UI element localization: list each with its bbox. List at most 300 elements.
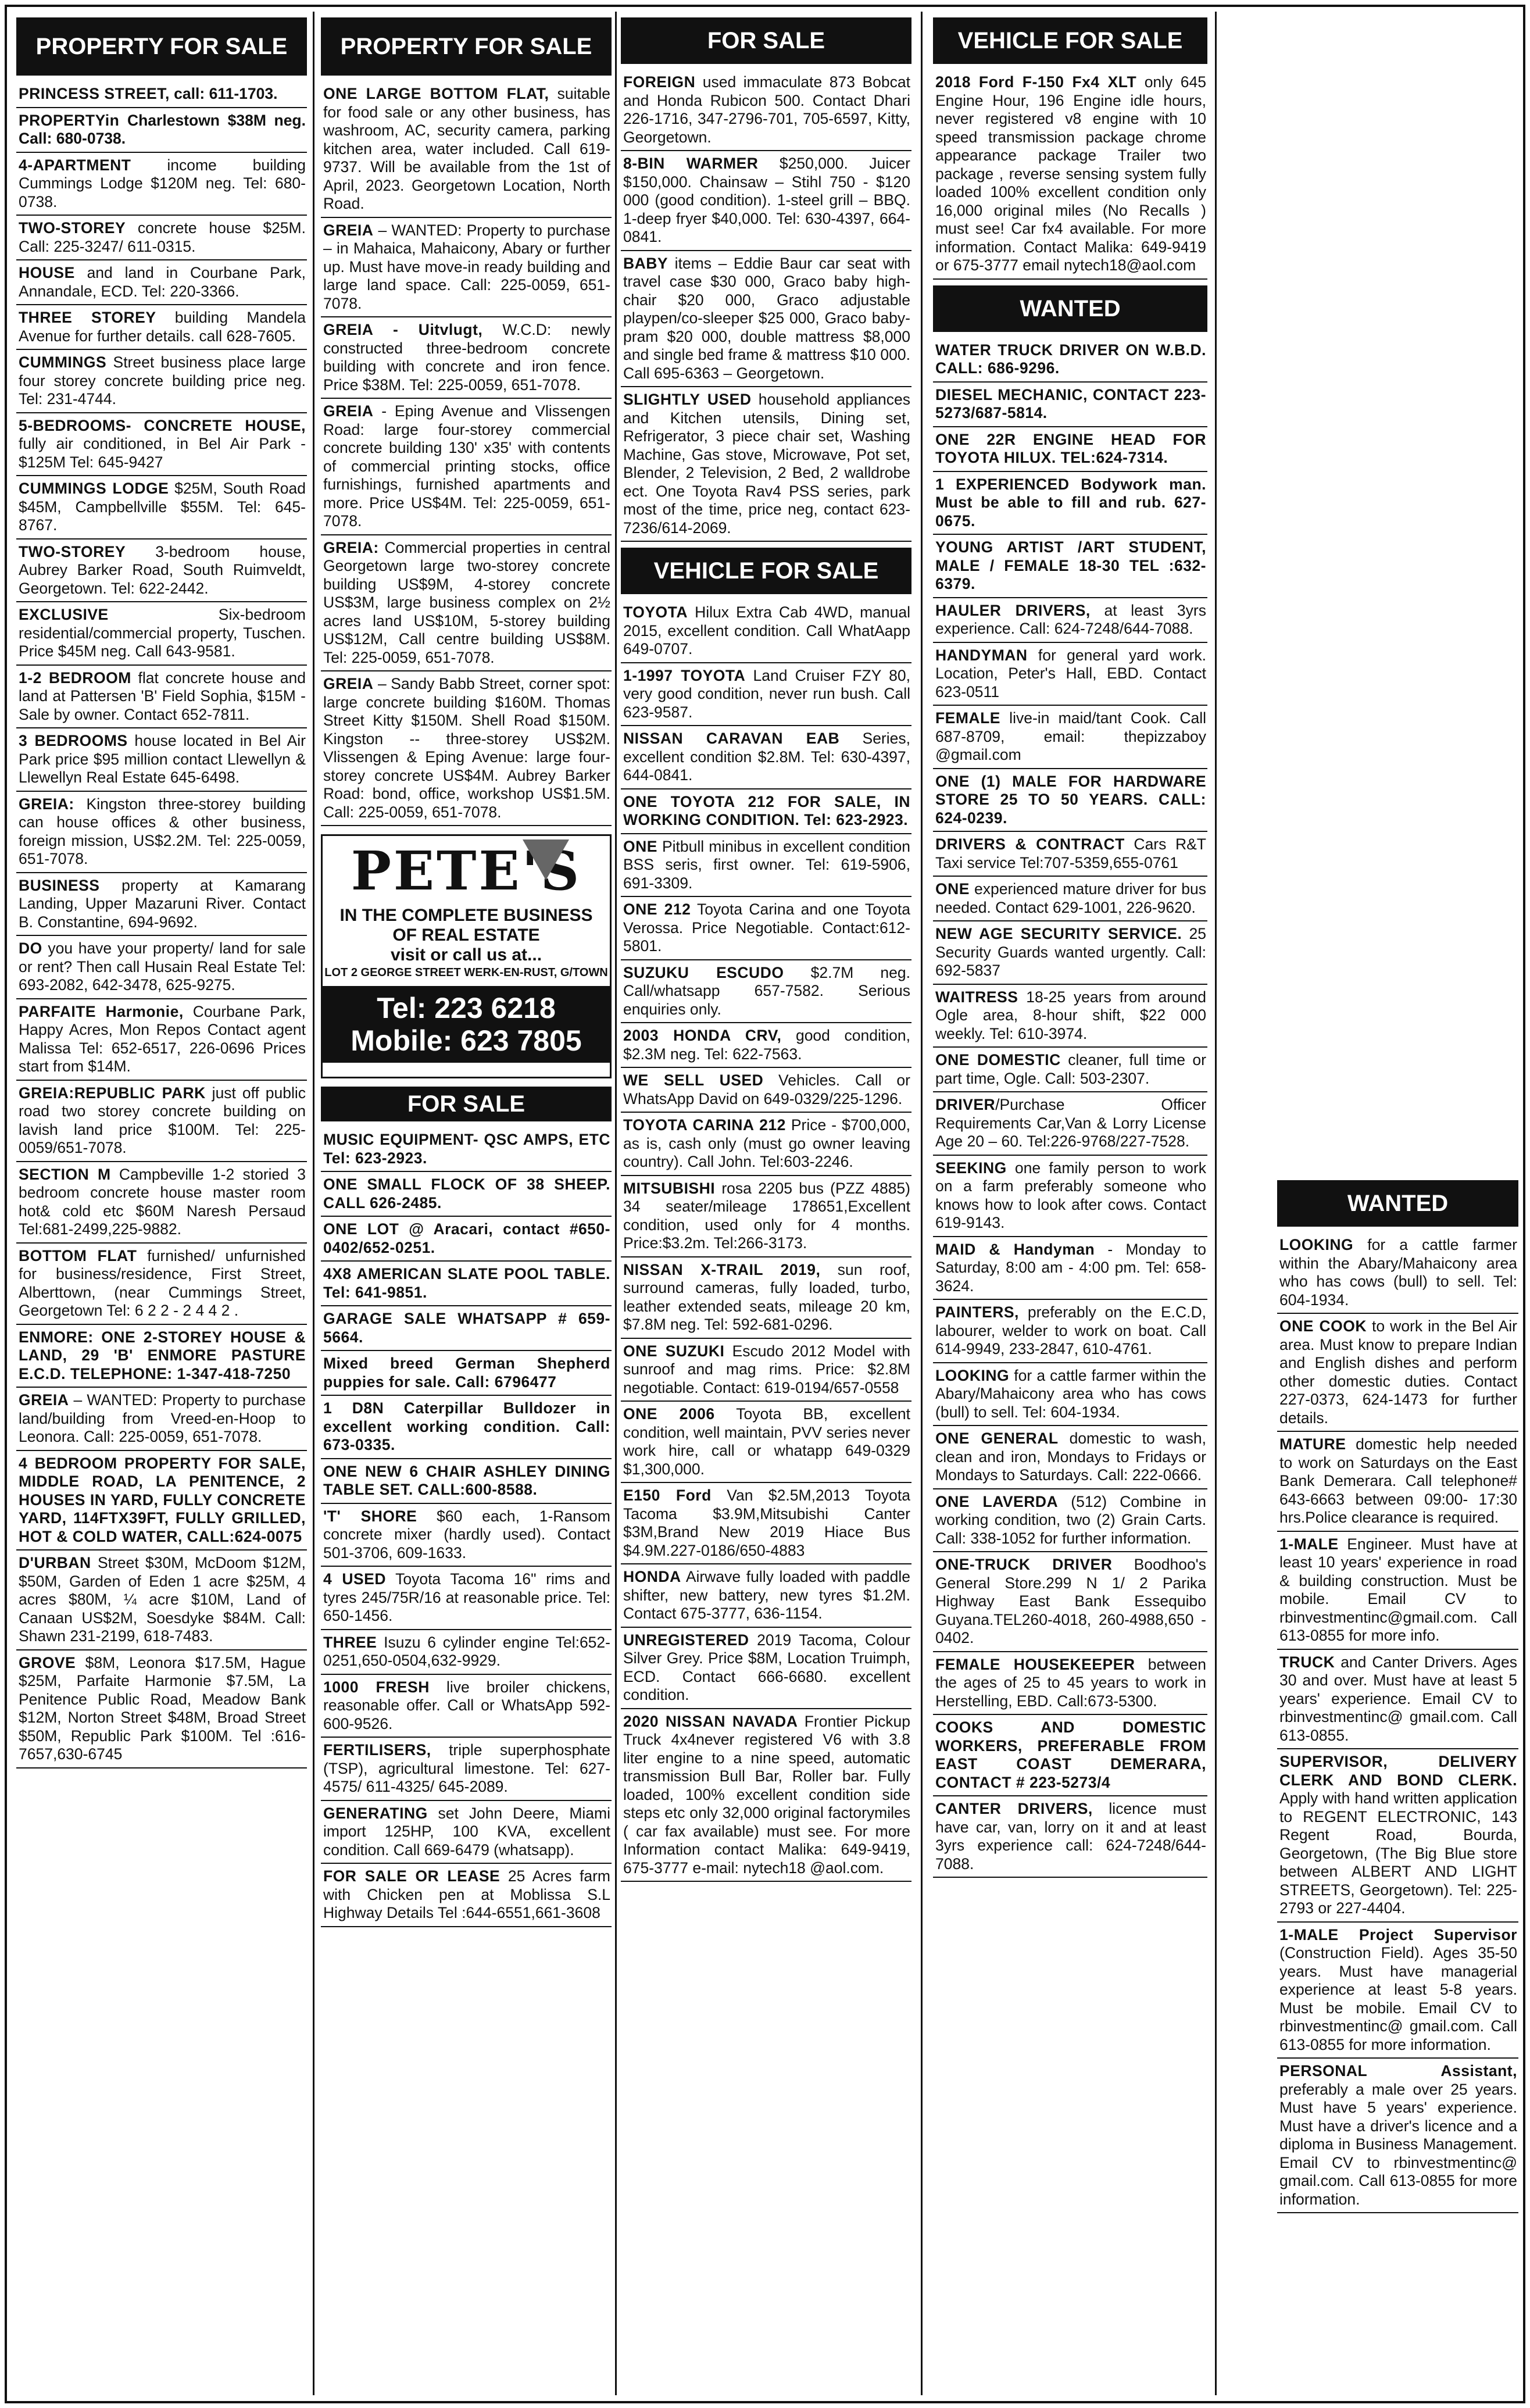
classified-ad: [933, 706, 1207, 769]
classified-ad: [16, 350, 307, 413]
ad-lead: PARFAITE Harmonie,: [19, 1002, 184, 1020]
classified-ad: [933, 832, 1207, 877]
ad-lead: ONE (1) MALE FOR HARDWARE STORE 25 TO 50 YEARS. CALL: 624-0239.: [935, 772, 1206, 827]
ad-body: only 645 Engine Hour, 196 Engine idle hours, never registered v8 engine with 10 speed transmission package chrome appearance package Trailer two package , reverse sensing system fully loaded 100% excellent condition only 16,000 original miles (No Recalls ) must see! Car fx4 available. For more information. Contact Malika: 649-9419 or 675-3777 email nytech18@aol.com: [935, 73, 1207, 274]
ad-body: (Construction Field). Ages 35-50 years. Must have managerial experience at least 5-8 years. Must be mobile. Email CV to rbinvestmentinc@ gmail.com. Call 613-0855 for more information.: [1279, 1944, 1517, 2053]
ad-lead: D'URBAN: [19, 1554, 91, 1571]
ad-lead: FERTILISERS,: [323, 1741, 431, 1759]
ad-lead: ONE 212: [623, 901, 691, 918]
ad-body: and land in Courbane Park, Annandale, ECD. Tel: 220-3366.: [19, 264, 306, 300]
ad-body: Six-bedroom residential/commercial property, Tuschen. Price $45M neg. Call 643-9581.: [19, 606, 306, 660]
ad-lead: DO: [19, 939, 42, 957]
classified-ad: [933, 338, 1207, 383]
ad-body: Pitbull minibus in excellent condition BSS seris, first owner. Tel: 619-5906, 691-3309.: [623, 837, 910, 892]
ad-lead: THREE STOREY: [19, 309, 156, 326]
ad-body: at least 3yrs experience. Call: 624-7248/644-7088.: [935, 601, 1206, 637]
ad-list: [1277, 1232, 1518, 2213]
ad-body: call: 611-1703.: [169, 85, 278, 102]
ad-lead: GREIA: [323, 675, 374, 692]
classified-ad: [16, 216, 307, 260]
ad-lead: DRIVER: [935, 1096, 996, 1113]
ad-body: Commercial properties in central Georgetown large two-storey concrete building US$9M, 4-storey concrete US$3M, large business complex on 2½ acres land US$10M, 5-storey building US$12M, Call centre building US$8M. Tel: 225-0059, 651-7078.: [323, 538, 610, 666]
ad-list: [16, 81, 307, 1769]
ad-lead: WAITRESS: [935, 988, 1018, 1006]
ad-body: $60 each, 1-Ransom concrete mixer (hardly used). Contact 501-3706, 609-1633.: [323, 1507, 610, 1562]
ad-lead: NISSAN X-TRAIL 2019,: [623, 1260, 821, 1278]
advert-address: LOT 2 GEORGE STREET WERK-EN-RUST, G/TOWN: [324, 966, 608, 979]
ad-body: – WANTED: Property to purchase – in Mahaica, Mahaicony, Abary or further up. Must have move-in ready building and large land space. Call: 225-0059, 651-7078.: [323, 221, 610, 312]
ad-body: Isuzu 6 cylinder engine Tel:652-0251,650-0504,632-9929.: [323, 1633, 610, 1669]
section-header: PROPERTY FOR SALE: [16, 17, 307, 76]
ad-lead: 1 EXPERIENCED Bodywork man. Must be able to fill and rub. 627-0675.: [935, 475, 1206, 530]
ad-body: for a cattle farmer within the Abary/Mahaicony area who has cows (bull) to sell. Tel: 604-1934.: [935, 1366, 1206, 1421]
ad-lead: ONE 22R ENGINE HEAD FOR TOYOTA HILUX. TEL:624-7314.: [935, 430, 1206, 466]
classified-ad: [933, 1237, 1207, 1301]
classified-ad: [621, 1564, 911, 1628]
classified-ad: [16, 792, 307, 873]
classified-ad: [933, 1652, 1207, 1716]
ad-lead: 1-MALE Project Supervisor: [1279, 1925, 1517, 1943]
ad-body: Frontier Pickup Truck 4x4never registered V6 with 3.8 liter engine to a nine speed, automatic transmission Bull Bar, Roller bar. Fully loaded, 100% excellent condition side steps etc only 32,000 original factorymiles ( car fax available) must see. For more Information contact Malika: 649-9419, 675-3777 e-mail: nytech18 @aol.com.: [623, 1712, 910, 1877]
classified-ad: [1277, 1432, 1518, 1532]
ad-lead: MUSIC EQUIPMENT- QSC AMPS, ETC Tel: 623-2923.: [323, 1131, 610, 1167]
ad-lead: ONE 2006: [623, 1405, 715, 1423]
section-header: WANTED: [933, 285, 1207, 332]
ad-lead: GREIA: [19, 1391, 69, 1409]
ad-body: Series, excellent condition $2.8M. Tel: 630-4397, 644-0841.: [623, 730, 911, 784]
petes-real-estate-advert: [321, 834, 612, 1078]
ad-body: house located in Bel Air Park price $95 million contact Llewellyn & Llewellyn Real Estate 645-6498.: [19, 732, 306, 786]
classified-ad: [933, 1156, 1207, 1237]
ad-lead: PRINCESS STREET,: [19, 85, 170, 102]
ad-list: [933, 70, 1207, 280]
ad-body: cleaner, full time or part time, Ogle. Call: 503-2307.: [935, 1051, 1206, 1087]
ad-lead: TWO-STOREY: [19, 219, 126, 237]
classified-ad: [933, 598, 1207, 643]
ad-lead: 5-BEDROOMS- CONCRETE HOUSE,: [19, 416, 306, 434]
classified-ad: [621, 789, 911, 834]
ad-lead: PERSONAL Assistant,: [1279, 2062, 1517, 2080]
classified-ad: [621, 1709, 911, 1882]
classified-ad: [621, 960, 911, 1024]
petes-logo: PETE'S: [351, 839, 582, 902]
classified-ad: [621, 1339, 911, 1402]
ad-body: between the ages of 25 to 45 years to work in Herstelling, EBD. Call:673-5300.: [935, 1655, 1206, 1710]
ad-lead: EXCLUSIVE: [19, 606, 109, 623]
classified-ad: [621, 387, 911, 542]
ad-body: suitable for food sale or any other business, has washroom, AC, security camera, parking kitchen area, water included. Call 619-9737. Will be available from the 1st of April, 2023. Georgetown Location, North Road.: [323, 85, 610, 212]
column-for-sale: [621, 17, 911, 1882]
ad-body: – WANTED: Property to purchase land/building from Vreed-en-Hoop to Leonora. Call: 225-0059, 651-7078.: [19, 1391, 306, 1445]
ad-body: for a cattle farmer within the Abary/Mahaicony area who has cows (bull) to sell. Tel: 604-1934.: [1279, 1236, 1517, 1309]
ad-body: live broiler chickens, reasonable offer. Call or WhatsApp 592-600-9526.: [323, 1678, 610, 1732]
ad-lead: GREIA:REPUBLIC PARK: [19, 1084, 206, 1102]
classified-ad: [321, 1504, 612, 1567]
ad-lead: FEMALE: [935, 709, 1000, 727]
ad-lead: GREIA:: [323, 538, 379, 556]
classified-ad: [16, 999, 307, 1081]
ad-lead: SLIGHTLY USED: [623, 391, 752, 408]
classified-ad: [16, 81, 307, 108]
ad-lead: DIESEL MECHANIC, CONTACT 223-5273/687-5814.: [935, 385, 1206, 421]
classified-ad: [1277, 1532, 1518, 1650]
ad-body: income building Cummings Lodge $120M neg. Tel: 680-0738.: [19, 156, 306, 210]
ad-body: household appliances and Kitchen utensils, Dining set, Refrigerator, 3 piece chair set, Washing Machine, Gas stove, Microwave, Pot set, Blender, 2 Television, 2 Bed, 2 walldrobe ect. One Toyota Rav4 PSS series, park most of the time, price neg, contact 623-7236/614-2069.: [623, 391, 911, 537]
ad-lead: ONE TOYOTA 212 FOR SALE, IN WORKING CONDITION. Tel: 623-2923.: [623, 792, 910, 828]
ad-lead: NISSAN CARAVAN EAB: [623, 730, 840, 747]
classified-ad: [321, 1217, 612, 1262]
classified-ad: [933, 1489, 1207, 1553]
ad-body: one family person to work on a farm preferably someone who knows how to look after cows. Contact 619-9143.: [935, 1159, 1206, 1231]
ad-body: concrete house $25M. Call: 225-3247/ 611-0315.: [19, 219, 306, 255]
classified-ad: [16, 305, 307, 350]
ad-body: triple superphosphate (TSP), agricultural limestone. Tel: 627-4575/ 611-4325/ 645-2089.: [323, 1741, 610, 1795]
ad-lead: DRIVERS & CONTRACT: [935, 835, 1125, 853]
classified-ad: [321, 399, 612, 535]
ad-body: Cars R&T Taxi service Tel:707-5359,655-0761: [935, 835, 1206, 871]
ad-body: items – Eddie Baur car seat with travel case $30 000, Graco baby high-chair $20 000, Graco adjustable playpen/co-sleeper $25 000, Graco baby-pram $20 000, double mattress $8,000 and single bed frame & mattress $10 000. Call 695-6363 – Georgetown.: [623, 254, 910, 382]
ad-lead: ONE LARGE BOTTOM FLAT,: [323, 85, 549, 102]
ad-body: Van $2.5M,2013 Toyota Tacoma $3.9M,Mitsubishi Canter $3M,Brand New 2019 Hiace Bus $4.9M.227-0186/650-4883: [623, 1487, 910, 1559]
classified-ad: [933, 921, 1207, 985]
ad-body: licence must have car, van, lorry on it and at least 3yrs experience call: 624-7248/644-7088.: [935, 1800, 1206, 1873]
ad-body: domestic to wash, clean and iron, Mondays to Fridays or Mondays to Saturdays. Call: 222-0666.: [935, 1430, 1206, 1484]
ad-lead: GENERATING: [323, 1804, 428, 1822]
ad-lead: GREIA: [323, 221, 374, 239]
ad-lead: WATER TRUCK DRIVER ON W.B.D. CALL: 686-9296.: [935, 341, 1206, 377]
ad-body: to work in the Bel Air area. Must know to prepare Indian and English dishes and perform other domestic duties. Contact 227-0373, 624-1473 for further details.: [1279, 1317, 1517, 1427]
ad-lead: TRUCK: [1279, 1653, 1335, 1671]
ad-body: sun roof, surround cameras, fully loaded, turbo, leather extended seats, mileage 20 km, $7.8M neg. Tel: 592-681-0296.: [623, 1260, 910, 1333]
classified-ad: [621, 834, 911, 898]
ad-body: Toyota Carina and one Toyota Verossa. Price Negotiable. Contact:612-5801.: [623, 901, 910, 955]
ad-body: preferably on the E.C.D, labourer, welder to work on boat. Call 614-9949, 233-2847, 610-4761.: [935, 1303, 1206, 1357]
classified-ad: [321, 81, 612, 218]
section-header: PROPERTY FOR SALE: [321, 17, 612, 76]
ad-lead: PROPERTYin: [19, 111, 120, 129]
section-header: FOR SALE: [621, 17, 911, 64]
ad-lead: HANDYMAN: [935, 646, 1028, 664]
section-header: WANTED: [1277, 1180, 1518, 1227]
ad-body: Campbeville 1-2 storied 3 bedroom concrete house master room hot& cold etc $60M Naresh Persaud Tel:681-2499,225-9882.: [19, 1165, 306, 1238]
ad-lead: COOKS AND DOMESTIC WORKERS, PREFERABLE FROM EAST COAST DEMERARA, CONTACT # 223-5273/4: [935, 1719, 1206, 1791]
ad-lead: FOR SALE OR LEASE: [323, 1867, 501, 1885]
ad-lead: BABY: [623, 254, 669, 272]
ad-body: Airwave fully loaded with paddle shifter, new battery, new tyres $1.2M. Contact 675-3777, 636-1154.: [623, 1568, 910, 1622]
classified-ad: [321, 1306, 612, 1351]
classified-ad: [1277, 2059, 1518, 2213]
ad-lead: ONE SMALL FLOCK OF 38 SHEEP. CALL 626-2485.: [323, 1176, 610, 1212]
ad-lead: SUZUKU ESCUDO: [623, 963, 784, 981]
classified-ad: [1277, 1749, 1518, 1923]
ad-body: 3-bedroom house, Aubrey Barker Road, South Ruimveldt, Georgetown. Tel: 622-2442.: [19, 542, 306, 597]
ad-body: Hilux Extra Cab 4WD, manual 2015, excellent condition. Call WhatAapp 649-0707.: [623, 603, 910, 658]
ad-body: used immaculate 873 Bobcat and Honda Rubicon 500. Contact Dhari 226-1716, 347-2796-701, 705-6597, Kitty, Georgetown.: [623, 73, 910, 146]
column-rule: [615, 12, 617, 2395]
classified-ad: [321, 1864, 612, 1927]
classified-ad: [16, 873, 307, 937]
ad-lead: LOOKING: [1279, 1236, 1354, 1253]
ad-body: 18-25 years from around Ogle area, 8-hour shift, $22 000 weekly. Tel: 610-3974.: [935, 988, 1206, 1042]
classified-ad: [621, 1628, 911, 1709]
ad-lead: ONE LAVERDA: [935, 1492, 1059, 1510]
ad-lead: FOREIGN: [623, 73, 696, 91]
classified-ad: [933, 535, 1207, 598]
classified-ad: [933, 1300, 1207, 1363]
ad-lead: BOTTOM FLAT: [19, 1246, 137, 1264]
ad-body: Boodhoo's General Store.299 N 1/ 2 Parika Highway East Bank Essequibo Guyana.TEL260-4018, 260-4988,650 - 0402.: [935, 1556, 1206, 1646]
classified-ad: [933, 472, 1207, 535]
column-rule: [313, 12, 314, 2395]
ad-list: [933, 338, 1207, 1878]
ad-lead: NEW AGE SECURITY SERVICE.: [935, 925, 1182, 942]
classified-ad: [16, 602, 307, 666]
classified-ad: [621, 1483, 911, 1564]
ad-body: $2.7M neg. Call/whatsapp 657-7582. Serious enquiries only.: [623, 963, 910, 1018]
ad-body: 2019 Tacoma, Colour Silver Grey. Price $8M, Location Truimph, ECD. Contact 666-6680. excellent condition.: [623, 1631, 910, 1703]
classified-ad: [321, 1459, 612, 1504]
ad-body: Street business place large four storey concrete building price neg. Tel: 231-4744.: [19, 353, 306, 408]
classified-ad: [16, 1081, 307, 1162]
ad-lead: CUMMINGS: [19, 353, 107, 371]
classified-ad: [321, 218, 612, 318]
advert-visit: visit or call us at...: [390, 945, 542, 964]
classified-ad: [933, 1796, 1207, 1878]
ad-body: good condition, $2.3M neg. Tel: 622-7563.: [623, 1027, 910, 1063]
classified-ad: [16, 1650, 307, 1769]
classified-ad: [933, 1552, 1207, 1652]
ad-lead: ONE NEW 6 CHAIR ASHLEY DINING TABLE SET. CALL:600-8588.: [323, 1462, 610, 1498]
ad-body: and Canter Drivers. Ages 30 and over. Must have at least 5 years' experience. Email CV to rbinvestmentinc@ gmail.com. Call 613-0855.: [1279, 1653, 1517, 1744]
classified-ad: [16, 728, 307, 792]
column-vehicle-wanted: [933, 17, 1207, 1878]
classified-ad: [16, 413, 307, 477]
classified-ad: [16, 666, 307, 729]
ad-body: Toyota BB, excellent condition, well maintain, PVV series never work hire, call or whatapp 649-0329 $1,300,000.: [623, 1405, 910, 1478]
classified-ad: [321, 1738, 612, 1801]
ad-lead: 4 BEDROOM PROPERTY FOR SALE, MIDDLE ROAD, LA PENITENCE, 2 HOUSES IN YARD, FULLY CONCRETE YARD, 114FTX39FT, FULLY GRILLED, HOT & COLD WATER, CALL:624-0075: [19, 1454, 306, 1545]
column-property-for-sale-2: [321, 17, 612, 1927]
classified-ad: [16, 1451, 307, 1551]
ad-body: Apply with hand written application to REGENT ELECTRONIC, 143 Regent Road, Bourda, Georgetown, (The Big Blue store between ALBERT AND LIGHT STREETS, Georgetown). Tel: 225-2793 or 227-4404.: [1279, 1789, 1517, 1917]
ad-body: Price - $700,000, as is, cash only (must go owner leaving country). Call John. Tel:603-2246.: [623, 1116, 910, 1170]
ad-lead: THREE: [323, 1633, 377, 1651]
ad-lead: HOUSE: [19, 264, 75, 281]
classified-ad: [933, 769, 1207, 833]
ad-body: Charlestown $38M neg. Call: 680-0738.: [19, 111, 306, 147]
column-property-for-sale-1: [16, 17, 307, 1769]
ad-lead: 4-APARTMENT: [19, 156, 131, 174]
arrow-icon: [523, 839, 569, 880]
ad-body: Land Cruiser FZY 80, very good condition, never run bush. Call 623-9587.: [623, 666, 910, 721]
ad-body: (512) Combine in working condition, two (2) Grain Carts. Call: 338-1052 for further information.: [935, 1492, 1206, 1547]
ad-list: [321, 81, 612, 826]
ad-body: Escudo 2012 Model with sunroof and mag rims. Price: $2.8M negotiable. Contact: 619-0194/657-0558: [623, 1342, 910, 1396]
classified-ad: [621, 1402, 911, 1483]
classified-ad: [1277, 1650, 1518, 1750]
classified-ad: [933, 70, 1207, 280]
classified-ad: [621, 1023, 911, 1068]
classified-ad: [933, 877, 1207, 921]
ad-lead: UNREGISTERED: [623, 1631, 749, 1649]
classified-ad: [621, 726, 911, 789]
classified-ad: [621, 1113, 911, 1176]
classified-ad: [321, 1351, 612, 1396]
classified-ad: [621, 151, 911, 251]
section-header: VEHICLE FOR SALE: [933, 17, 1207, 64]
classified-ad: [933, 1426, 1207, 1489]
classified-ad: [933, 383, 1207, 427]
classified-ad: [321, 535, 612, 672]
ad-lead: YOUNG ARTIST /ART STUDENT, MALE / FEMALE 18-30 TEL :632-6379.: [935, 538, 1206, 592]
classified-ad: [16, 540, 307, 603]
ad-body: /Purchase Officer Requirements Car,Van & Lorry License Age 20 – 60. Tel:226-9768/227-7528.: [935, 1096, 1206, 1150]
ad-body: $250,000. Juicer $150,000. Chainsaw – Stihl 750 - $120 000 (good condition). 1-steel grill – BBQ. 1-deep fryer $40,000. Tel: 630-4397, 664-0841.: [623, 155, 910, 245]
classified-ad: [933, 1363, 1207, 1427]
column-rule: [1215, 12, 1217, 2395]
ad-body: experienced mature driver for bus needed. Contact 629-1001, 226-9620.: [935, 880, 1206, 916]
classified-ad: [16, 1388, 307, 1451]
ad-body: Toyota Tacoma 16" rims and tyres 245/75R/16 at reasonable price. Tel: 650-1456.: [323, 1570, 610, 1624]
ad-body: - Monday to Saturday, 8:00 am - 4:00 pm. Tel: 658-3624.: [935, 1240, 1206, 1295]
ad-lead: TWO-STOREY: [19, 542, 126, 560]
classified-ad: [16, 1244, 307, 1325]
ad-lead: ONE GENERAL: [935, 1430, 1059, 1447]
ad-body: 25 Acres farm with Chicken pen at Moblissa S.L Highway Details Tel :644-6551,661-3608: [323, 1867, 610, 1921]
ad-lead: SECTION M: [19, 1165, 111, 1183]
ad-lead: TOYOTA: [623, 603, 688, 621]
ad-lead: SUPERVISOR, DELIVERY CLERK AND BOND CLERK.: [1279, 1753, 1517, 1789]
classified-ad: [621, 251, 911, 388]
classified-ad: [621, 897, 911, 960]
classified-ad: [16, 153, 307, 216]
classified-ad: [16, 476, 307, 540]
classified-ad: [933, 643, 1207, 706]
ad-lead: GROVE: [19, 1653, 76, 1671]
ad-lead: HONDA: [623, 1568, 681, 1585]
classified-ad: [321, 1801, 612, 1864]
ad-list: [321, 1127, 612, 1927]
ad-lead: SEEKING: [935, 1159, 1007, 1177]
ad-list: [621, 70, 911, 542]
ad-lead: GREIA: [323, 402, 374, 420]
ad-lead: 1 D8N Caterpillar Bulldozer in excellent working condition. Call: 673-0335.: [323, 1399, 610, 1453]
ad-body: - Eping Avenue and Vlissengen Road: large four-storey commercial concrete building 130' x35' with contents of commercial printing stocks, office furnishings, furnished apartments and more. Price US$4M. Tel: 225-0059, 651-7078.: [323, 402, 610, 530]
ad-lead: 2003 HONDA CRV,: [623, 1027, 782, 1044]
ad-body: Courbane Park, Happy Acres, Mon Repos Contact agent Malissa Tel: 652-6517, 226-0696 Prices start from $14M.: [19, 1002, 306, 1075]
classified-ad: [16, 260, 307, 305]
classified-ad: [16, 1325, 307, 1388]
ad-lead: BUSINESS: [19, 876, 100, 894]
classified-ad: [621, 1176, 911, 1257]
classified-ad: [933, 427, 1207, 472]
ad-lead: PAINTERS,: [935, 1303, 1019, 1321]
ad-body: just off public road two storey concrete building on lavish land price $100M. Tel: 225-0059/651-7078.: [19, 1084, 306, 1156]
classified-ad: [321, 317, 612, 399]
ad-lead: 1-1997 TOYOTA: [623, 666, 746, 684]
classified-ad: [321, 1127, 612, 1172]
ad-body: set John Deere, Miami import 125HP, 100 KVA, excellent condition. Call 669-6479 (whatsapp).: [323, 1804, 610, 1859]
classified-ad: [321, 1172, 612, 1217]
classified-ad: [621, 600, 911, 663]
classified-ad: [621, 1068, 911, 1113]
classified-ad: [933, 1715, 1207, 1796]
ad-lead: GREIA:: [19, 795, 74, 813]
ad-lead: CUMMINGS LODGE: [19, 480, 169, 497]
ad-lead: ONE: [623, 837, 657, 855]
advert-tel: Tel: 223 6218: [377, 992, 556, 1024]
classified-ad: [933, 985, 1207, 1048]
classified-ad: [1277, 1232, 1518, 1314]
ad-body: W.C.D: newly constructed three-bedroom concrete building with concrete and iron fence. Price $38M. Tel: 225-0059, 651-7078.: [323, 321, 610, 394]
classified-ad: [321, 1567, 612, 1630]
ad-lead: GREIA - Uitvlugt,: [323, 321, 483, 338]
ad-lead: MITSUBISHI: [623, 1179, 716, 1197]
classified-ad: [321, 1396, 612, 1459]
section-header: FOR SALE: [321, 1087, 612, 1121]
ad-lead: HAULER DRIVERS,: [935, 601, 1091, 619]
ad-body: 25 Security Guards wanted urgently. Call: 692-5837: [935, 925, 1206, 979]
ad-body: live-in maid/tant Cook. Call 687-8709, email: thepizzaboy @gmail.com: [935, 709, 1206, 763]
ad-lead: 'T' SHORE: [323, 1507, 417, 1525]
ad-lead: 1-2 BEDROOM: [19, 669, 131, 687]
classified-ad: [321, 1630, 612, 1675]
ad-lead: 4X8 AMERICAN SLATE POOL TABLE. Tel: 641-9851.: [323, 1265, 610, 1301]
classified-ad: [1277, 1314, 1518, 1432]
ad-body: furnished/ unfurnished for business/residence, First Street, Alberttown, (near Cummings Street, Georgetown Tel: 6 2 2 - 2 4 4 2 .: [19, 1246, 306, 1319]
ad-lead: ONE DOMESTIC: [935, 1051, 1061, 1069]
ad-lead: CANTER DRIVERS,: [935, 1800, 1093, 1817]
ad-lead: ENMORE: ONE 2-STOREY HOUSE & LAND, 29 'B' ENMORE PASTURE E.C.D. TELEPHONE: 1-347-418-7250: [19, 1328, 306, 1382]
ad-body: Kingston three-storey building can house offices & other business, foreign mission, US$2.2M. Tel: 225-0059, 651-7078.: [19, 795, 306, 867]
ad-body: $25M, South Road $45M, Campbellville $55M. Tel: 645-8767.: [19, 480, 306, 534]
ad-lead: FEMALE HOUSEKEEPER: [935, 1655, 1135, 1673]
classified-ad: [16, 1162, 307, 1244]
ad-body: $8M, Leonora $17.5M, Hague $25M, Parfaite Harmonie $7.5M, La Penitence Public Road, Meadow Bank $12M, Norton Street $48M, Broad Street $50M, Republic Park $100M. Tel :616-7657,630-6745: [19, 1653, 306, 1763]
ad-lead: 3 BEDROOMS: [19, 732, 128, 749]
ad-lead: MATURE: [1279, 1435, 1346, 1453]
ad-lead: E150 Ford: [623, 1487, 712, 1504]
ad-lead: LOOKING: [935, 1366, 1010, 1384]
ad-body: Engineer. Must have at least 10 years' experience in road & building construction. Must be mobile. Email CV to rbinvestmentinc@gmail.com. Call 613-0855 for more info.: [1279, 1535, 1517, 1644]
classified-ad: [933, 1092, 1207, 1156]
ad-body: domestic help needed to work on Saturdays on the East Bank Demerara. Call telephone# 643-6663 between 09:00- 17:30 hrs.Police clearance is required.: [1279, 1435, 1517, 1526]
classified-ad: [621, 1257, 911, 1339]
ad-body: Vehicles. Call or WhatsApp David on 649-0329/225-1296.: [623, 1071, 910, 1107]
ad-lead: 2018 Ford F-150 Fx4 XLT: [935, 73, 1137, 91]
ad-body: Street $30M, McDoom $12M, $50M, Garden of Eden 1 acre $25M, 4 acres $80M, ¼ acre $10M, Land of Canaan US$2M, Soesdyke $84M. Call: Shawn 231-2199, 618-7483.: [19, 1554, 306, 1645]
ad-lead: MAID & Handyman: [935, 1240, 1095, 1258]
ad-body: – Sandy Babb Street, corner spot: large concrete building $160M. Thomas Street Kitty $150M. Shell Road $150M. Kingston -- three-storey US$2M. Vlissengen & Eping Avenue: large four- storey concrete US$4M. Aubrey Barker Road: bond, office, workshop US$1.5M. Call: 225-0059, 651-7078.: [323, 675, 610, 821]
classified-ad: [321, 1675, 612, 1738]
ad-lead: 8-BIN WARMER: [623, 155, 759, 172]
classified-ad: [933, 1048, 1207, 1092]
ad-body: property at Kamarang Landing, Upper Mazaruni River. Contact B. Constantine, 694-9692.: [19, 876, 306, 931]
ad-body: building Mandela Avenue for further details. call 628-7605.: [19, 309, 306, 345]
ad-body: rosa 2205 bus (PZZ 4885) 34 seater/mileage 178651,Excellent condition, used only for 4 months. Price:$3.2m. Tel:266-3173.: [623, 1179, 910, 1252]
ad-lead: WE SELL USED: [623, 1071, 764, 1089]
section-header: VEHICLE FOR SALE: [621, 548, 911, 594]
ad-lead: ONE SUZUKI: [623, 1342, 725, 1360]
advert-mobile: Mobile: 623 7805: [351, 1024, 582, 1057]
ad-body: you have your property/ land for sale or rent? Then call Husain Real Estate Tel: 693-2082, 642-3478, 625-9275.: [19, 939, 306, 994]
classified-ad: [16, 936, 307, 999]
ad-lead: TOYOTA CARINA 212: [623, 1116, 786, 1134]
advert-phones: [323, 986, 610, 1063]
ad-lead: 1-MALE: [1279, 1535, 1339, 1553]
ad-body: for general yard work. Location, Peter's Hall, EBD. Contact 623-0511: [935, 646, 1206, 701]
column-wanted: [1277, 1180, 1518, 2213]
